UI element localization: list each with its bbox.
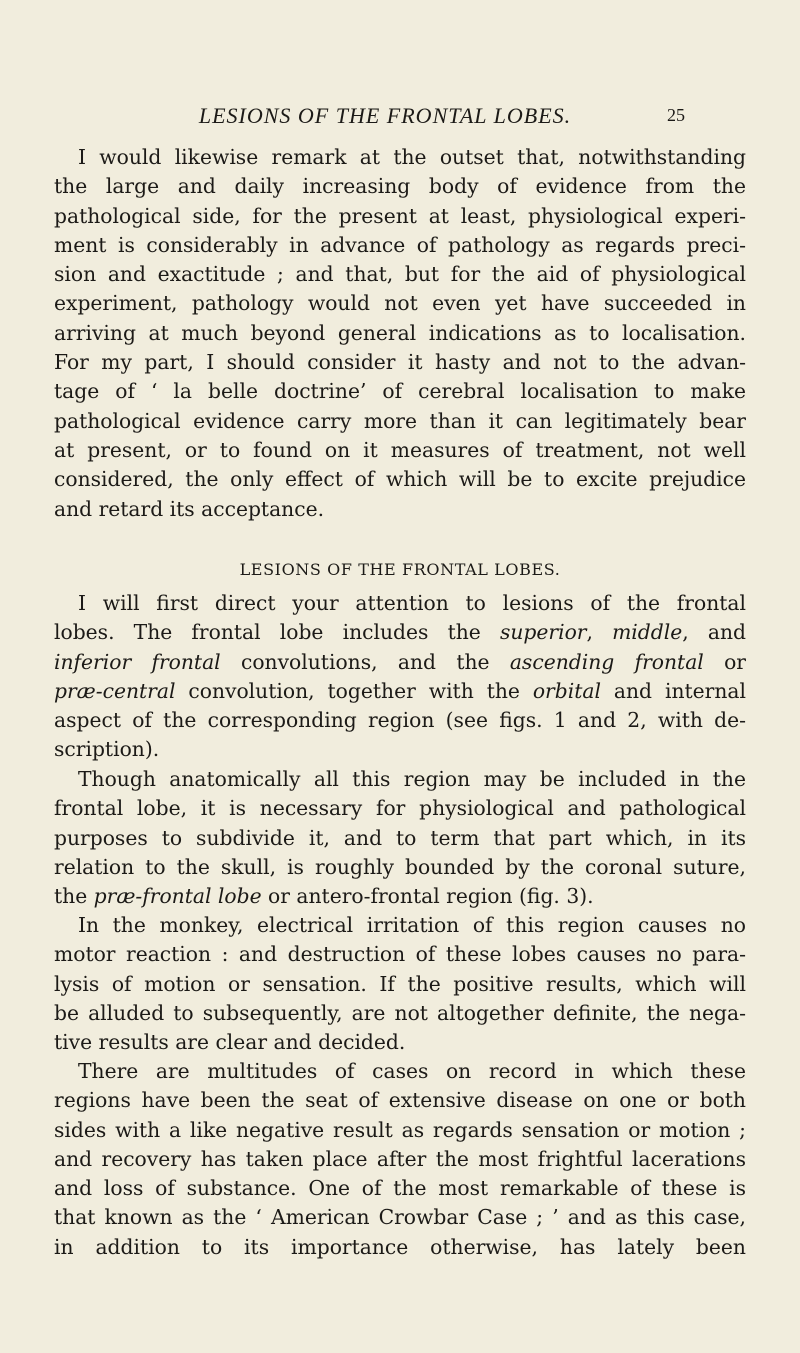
text-line: and recovery has taken place after the most frightful lacerations xyxy=(54,1146,746,1171)
running-title: LESIONS OF THE FRONTAL LOBES. xyxy=(198,103,572,128)
italic-term: inferior frontal xyxy=(54,649,221,674)
text-run: , and xyxy=(682,620,746,645)
paragraph-3 xyxy=(54,765,746,911)
text-line: ment is considerably in advance of pathology as regards preci- xyxy=(54,232,746,257)
text-line: purposes to subdivide it, and to term that part which, in its xyxy=(54,825,746,850)
paragraph-5 xyxy=(54,1057,746,1262)
italic-term: middle xyxy=(612,620,683,645)
paragraph-4 xyxy=(54,911,746,1057)
text-line: In the monkey, electrical irritation of this region causes no xyxy=(78,913,746,937)
italic-term: præ-frontal lobe xyxy=(93,884,262,909)
text-line: and retard its acceptance. xyxy=(54,496,325,521)
text-line: in addition to its importance otherwise, has lately been xyxy=(54,1234,746,1259)
text-line: I would likewise remark at the outset that, notwithstanding xyxy=(78,145,746,169)
text-line: pathological evidence carry more than it can legitimately bear xyxy=(54,408,746,433)
text-run: or xyxy=(703,649,746,674)
text-run: or antero-frontal region (fig. 3). xyxy=(261,884,594,909)
text-run: convolution, together with the xyxy=(175,678,533,703)
text-line: experiment, pathology would not even yet have succeeded in xyxy=(54,291,746,316)
text-line: relation to the skull, is roughly bounded by the coronal suture, xyxy=(54,854,746,879)
text-line: frontal lobe, it is necessary for physiological and pathological xyxy=(54,796,746,821)
text-run: lobes. The frontal lobe includes the xyxy=(54,620,500,645)
text-line: lysis of motion or sensation. If the positive results, which will xyxy=(54,971,746,996)
section-heading: LESIONS OF THE FRONTAL LOBES. xyxy=(239,560,561,579)
text-line xyxy=(54,618,746,647)
text-line: aspect of the corresponding region (see figs. 1 and 2, with de- xyxy=(54,708,746,733)
text-line: tive results are clear and decided. xyxy=(54,1030,406,1055)
text-line: at present, or to found on it measures of treatment, not well xyxy=(54,437,746,462)
italic-term: superior xyxy=(499,620,587,645)
text-line: considered, the only effect of which will be to excite prejudice xyxy=(54,467,746,492)
text-line xyxy=(54,677,746,706)
text-line: scription). xyxy=(54,737,160,762)
text-line: Though anatomically all this region may be included in the xyxy=(78,767,746,791)
text-line: arriving at much beyond general indications as to localisation. xyxy=(54,320,746,345)
text-line xyxy=(54,882,746,911)
text-line: and loss of substance. One of the most remarkable of these is xyxy=(54,1176,746,1201)
text-run: convolutions, and the xyxy=(220,649,510,674)
text-run: and internal xyxy=(600,678,746,703)
text-line: sides with a like negative result as regards sensation or motion ; xyxy=(54,1117,746,1142)
italic-term: orbital xyxy=(532,678,601,703)
text-line: that known as the ‘ American Crowbar Case ; ’ and as this case, xyxy=(54,1205,746,1230)
text-line: motor reaction : and destruction of these lobes causes no para- xyxy=(54,942,746,967)
text-run: , xyxy=(586,620,613,645)
text-line: tage of ‘ la belle doctrine’ of cerebral localisation to make xyxy=(54,379,746,404)
text-line: be alluded to subsequently, are not altogether definite, the nega- xyxy=(54,1000,746,1025)
italic-term: ascending frontal xyxy=(509,649,704,674)
text-line: the large and daily increasing body of evidence from the xyxy=(54,174,746,199)
running-head xyxy=(115,103,685,131)
text-line xyxy=(54,648,746,677)
text-line: There are multitudes of cases on record in which these xyxy=(78,1059,746,1083)
page-number: 25 xyxy=(667,105,685,125)
text-run: the xyxy=(54,884,94,909)
text-line: sion and exactitude ; and that, but for the aid of physiological xyxy=(54,262,746,287)
text-line: For my part, I should consider it hasty and not to the advan- xyxy=(54,350,746,375)
text-line: I will first direct your attention to lesions of the frontal xyxy=(78,591,746,615)
text-line: pathological side, for the present at least, physiological experi- xyxy=(54,203,746,228)
paragraph-2 xyxy=(54,589,746,765)
paragraph-1 xyxy=(54,143,746,524)
italic-term: præ-central xyxy=(54,678,176,703)
text-line: regions have been the seat of extensive disease on one or both xyxy=(54,1088,746,1113)
